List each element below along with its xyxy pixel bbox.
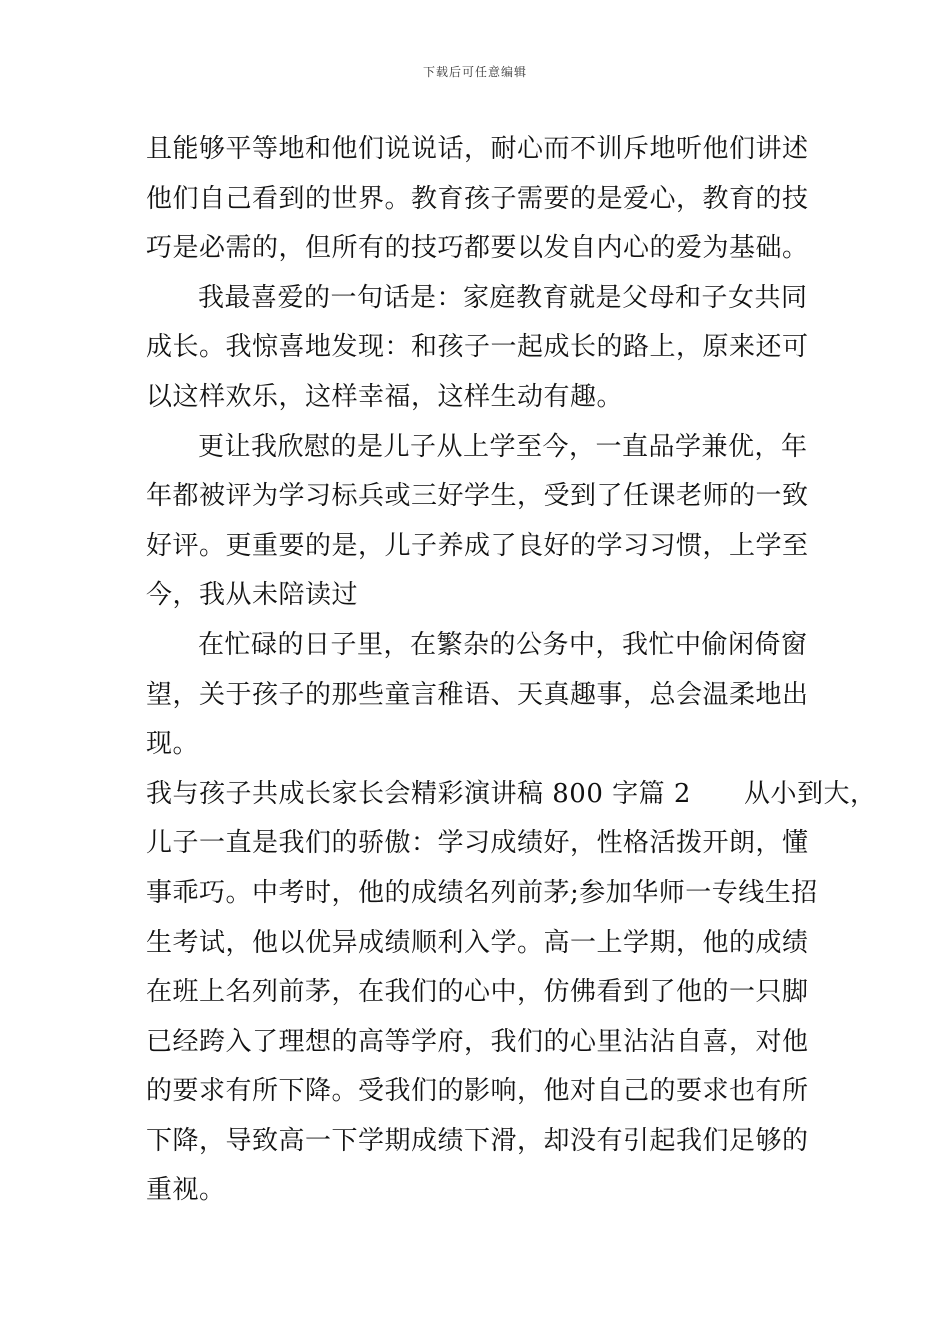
text-line: 下降，导致高一下学期成绩下滑，却没有引起我们足够的 (146, 1125, 809, 1156)
text-line: 生考试，他以优异成绩顺利入学。高一上学期，他的成绩 (146, 927, 809, 958)
text-line: 巧是必需的，但所有的技巧都要以发自内心的爱为基础。 (146, 233, 809, 264)
text-line: 今，我从未陪读过 (146, 580, 359, 611)
text-line: 他们自己看到的世界。教育孩子需要的是爱心，教育的技 (146, 183, 809, 214)
section-title-line: 我与孩子共成长家长会精彩演讲稿 800 字篇 2 从小到大， (146, 778, 877, 809)
text-line: 重视。 (146, 1175, 226, 1206)
text-line: 已经跨入了理想的高等学府，我们的心里沾沾自喜，对他 (146, 1026, 809, 1057)
body-text (146, 125, 877, 1216)
text-line: 成长。我惊喜地发现：和孩子一起成长的路上，原来还可 (146, 332, 809, 363)
text-line: 年都被评为学习标兵或三好学生，受到了任课老师的一致 (146, 481, 809, 512)
text-line: 以这样欢乐，这样幸福，这样生动有趣。 (146, 381, 624, 412)
paragraph-start-line: 在忙碌的日子里，在繁杂的公务中，我忙中偷闲倚窗 (198, 629, 808, 660)
text-line: 的要求有所下降。受我们的影响，他对自己的要求也有所 (146, 1076, 809, 1107)
paragraph-start-line: 更让我欣慰的是儿子从上学至今，一直品学兼优，年 (198, 431, 808, 462)
text-line: 儿子一直是我们的骄傲：学习成绩好，性格活拨开朗，懂 (146, 828, 809, 859)
paragraph-start-line: 我最喜爱的一句话是：家庭教育就是父母和子女共同 (198, 282, 808, 313)
text-line: 且能够平等地和他们说说话，耐心而不训斥地听他们讲述 (146, 134, 809, 164)
text-line: 望，关于孩子的那些童言稚语、天真趣事，总会温柔地出 (146, 679, 809, 710)
page-header: 下载后可任意编辑 (422, 65, 527, 79)
text-line: 在班上名列前茅，在我们的心中，仿佛看到了他的一只脚 (146, 977, 809, 1008)
text-line: 事乖巧。中考时，他的成绩名列前茅;参加华师一专线生招 (146, 877, 818, 908)
text-line: 现。 (146, 729, 200, 760)
text-line: 好评。更重要的是，儿子养成了良好的学习习惯，上学至 (146, 530, 809, 561)
